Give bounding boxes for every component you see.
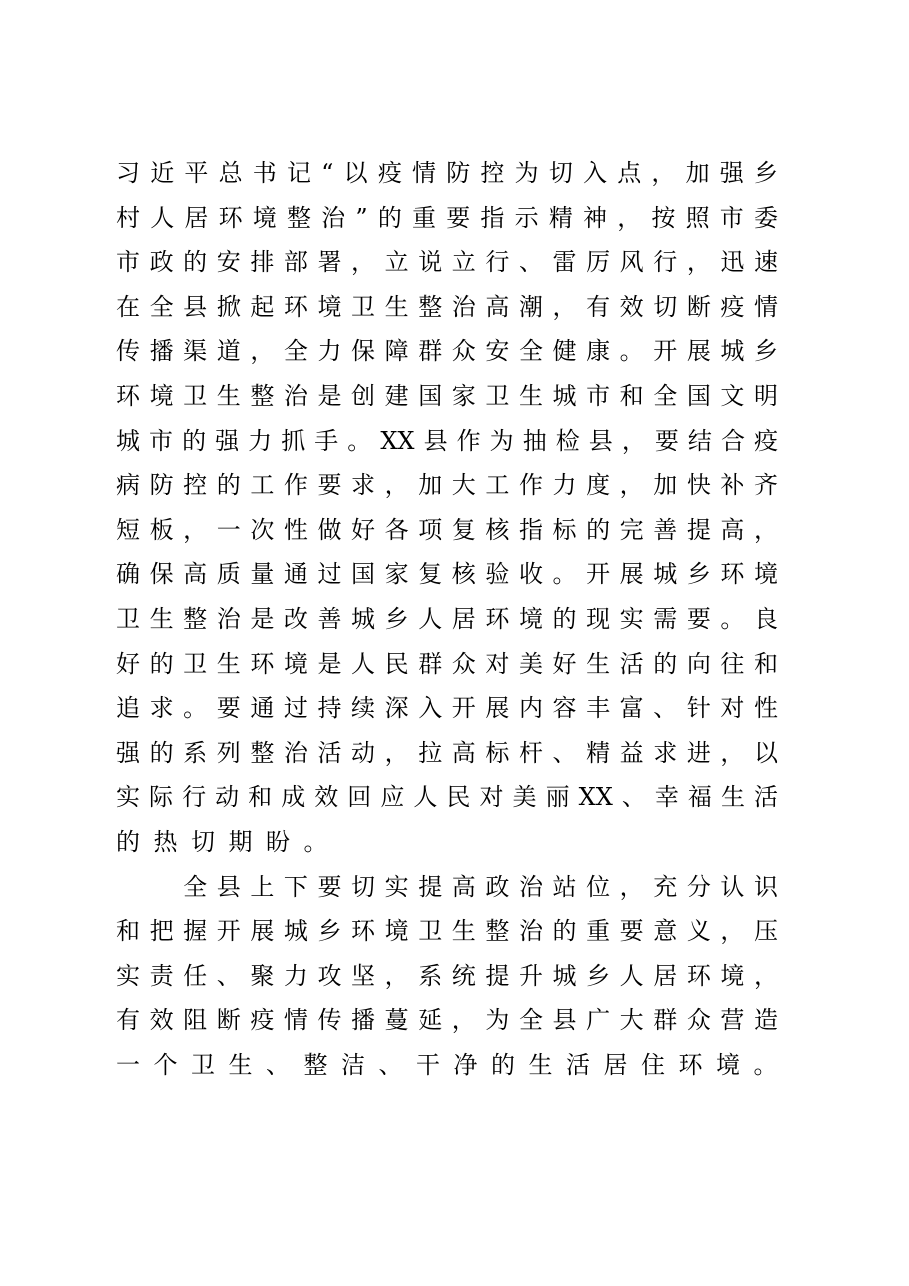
text-line: 村人居环境整治”的重要指示精神，按照市委 bbox=[116, 203, 778, 232]
text-line: 确保高质量通过国家复核验收。开展城乡环境 bbox=[116, 560, 778, 589]
text-line: 传播渠道，全力保障群众安全健康。开展城乡 bbox=[116, 337, 778, 366]
text-line: 全县上下要切实提高政治站位，充分认识 bbox=[116, 872, 778, 901]
text-line: 追求。要通过持续深入开展内容丰富、针对性 bbox=[116, 694, 778, 723]
text-line: 强的系列整治活动，拉高标杆、精益求进，以 bbox=[116, 738, 778, 767]
text-line: 在全县掀起环境卫生整治高潮，有效切断疫情 bbox=[116, 292, 778, 321]
document-body bbox=[116, 151, 791, 1087]
text-line: 卫生整治是改善城乡人居环境的现实需要。良 bbox=[116, 604, 778, 633]
text-line: 短板，一次性做好各项复核指标的完善提高， bbox=[116, 515, 778, 544]
text-line: 实责任、聚力攻坚，系统提升城乡人居环境， bbox=[116, 961, 778, 990]
text-line: 环境卫生整治是创建国家卫生城市和全国文明 bbox=[116, 381, 778, 410]
paragraph-1 bbox=[116, 151, 778, 865]
text-line: 市政的安排部署，立说立行、雷厉风行，迅速 bbox=[116, 248, 778, 277]
paragraph-2 bbox=[116, 865, 791, 1088]
text-line: 病防控的工作要求，加大工作力度，加快补齐 bbox=[116, 471, 778, 500]
text-line: 一个卫生、整洁、干净的生活居住环境。 bbox=[116, 1050, 791, 1079]
text-line: 和把握开展城乡环境卫生整治的重要意义，压 bbox=[116, 917, 778, 946]
text-line: 城市的强力抓手。XX县作为抽检县，要结合疫 bbox=[116, 426, 778, 455]
text-line: 习近平总书记“以疫情防控为切入点，加强乡 bbox=[116, 159, 778, 187]
text-line: 好的卫生环境是人民群众对美好生活的向往和 bbox=[116, 649, 778, 678]
text-line: 实际行动和成效回应人民对美丽XX、幸福生活 bbox=[116, 783, 778, 812]
text-line: 有效阻断疫情传播蔓延，为全县广大群众营造 bbox=[116, 1006, 778, 1035]
text-line: 的热切期盼。 bbox=[116, 827, 341, 856]
